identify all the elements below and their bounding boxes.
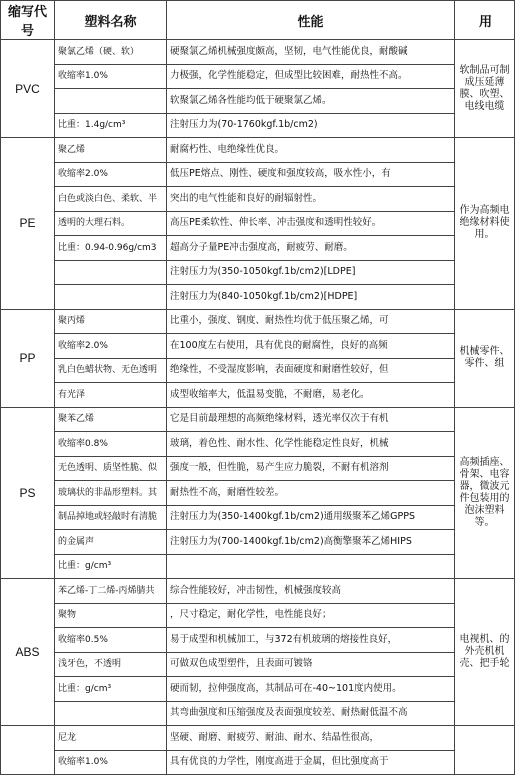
table-row	[1, 726, 515, 751]
table-row	[1, 40, 515, 65]
table-row	[1, 505, 515, 530]
name-cell: 聚丙烯	[55, 309, 167, 334]
usage-cell: 电视机、的外壳机机壳、把手轮	[455, 579, 515, 726]
table-row	[1, 530, 515, 555]
performance-cell: 耐热性不高，耐磨性较差。	[167, 481, 455, 506]
performance-cell: ，尺寸稳定，耐化学性，电性能良好；	[167, 603, 455, 628]
usage-cell	[455, 726, 515, 775]
name-cell: 玻璃状的非晶形塑料。其	[55, 481, 167, 506]
name-cell: 比重：g/cm³	[55, 554, 167, 579]
table-row	[1, 603, 515, 628]
usage-cell: 作为高频电绝缘材料使用。	[455, 138, 515, 310]
name-cell: 比重：0.94-0.96g/cm3	[55, 236, 167, 261]
performance-cell: 它是目前最理想的高频绝缘材料，透光率仅次于有机	[167, 407, 455, 432]
performance-cell: 成型收缩率大，低温易变脆，不耐磨，易老化。	[167, 383, 455, 408]
table-row	[1, 309, 515, 334]
performance-cell: 强度一般，但性脆，易产生应力脆裂，不耐有机溶剂	[167, 456, 455, 481]
performance-cell: 绝缘性，不受湿度影响，表面硬度和耐磨性较好，但	[167, 358, 455, 383]
table-row	[1, 652, 515, 677]
name-cell: 收缩率0.5%	[55, 628, 167, 653]
usage-cell: 软制品可制成压延薄膜、吹塑、电线电缆	[455, 40, 515, 138]
performance-cell: 玻璃，着色性、耐水性、化学性能稳定性良好，机械	[167, 432, 455, 457]
performance-cell: 突出的电气性能和良好的耐辐射性。	[167, 187, 455, 212]
abbr-cell: PS	[1, 407, 55, 579]
name-cell: 尼龙	[55, 726, 167, 751]
name-cell: 聚苯乙烯	[55, 407, 167, 432]
table-row	[1, 579, 515, 604]
performance-cell: 耐腐朽性、电绝缘性优良。	[167, 138, 455, 163]
header-name: 塑料名称	[55, 1, 167, 40]
performance-cell: 其弯曲强度和压缩强度及表面强度较差、耐热耐低温不高	[167, 701, 455, 726]
performance-cell: 在100度左右使用，具有优良的耐腐性，良好的高频	[167, 334, 455, 359]
name-cell	[55, 701, 167, 726]
name-cell: 聚乙烯	[55, 138, 167, 163]
table-row	[1, 187, 515, 212]
name-cell	[55, 89, 167, 114]
table-row	[1, 236, 515, 261]
table-row	[1, 701, 515, 726]
performance-cell: 注射压力为(350-1050kgf.1b/cm2)[LDPE]	[167, 260, 455, 285]
abbr-cell: PP	[1, 309, 55, 407]
name-cell: 收缩率2.0%	[55, 162, 167, 187]
table-row	[1, 138, 515, 163]
table-row	[1, 358, 515, 383]
performance-cell: 注射压力为(700-1400kgf.1b/cm2)高衡擎聚苯乙烯HIPS	[167, 530, 455, 555]
abbr-cell: ABS	[1, 579, 55, 726]
name-cell: 的金属声	[55, 530, 167, 555]
abbr-cell: PE	[1, 138, 55, 310]
header-usage: 用	[455, 1, 515, 40]
name-cell: 收缩率0.8%	[55, 432, 167, 457]
header-performance: 性能	[167, 1, 455, 40]
usage-cell: 机械零件、零件、组	[455, 309, 515, 407]
performance-cell: 超高分子量PE冲击强度高，耐疲劳、耐磨。	[167, 236, 455, 261]
usage-cell: 高频插座、骨架、电容器，微波元件包装用的泡沫塑料等。	[455, 407, 515, 579]
abbr-cell: PVC	[1, 40, 55, 138]
name-cell	[55, 285, 167, 310]
table-row	[1, 211, 515, 236]
table-row	[1, 334, 515, 359]
table-row	[1, 383, 515, 408]
name-cell: 聚氯乙烯（硬、软）	[55, 40, 167, 65]
performance-cell: 易于成型和机械加工，与372有机玻璃的熔接性良好，	[167, 628, 455, 653]
performance-cell: 力极强，化学性能稳定，但成型比较困难，耐热性不高。	[167, 64, 455, 89]
header-abbr: 缩写代号	[1, 1, 55, 40]
performance-cell: 可做双色成型塑件，且表面可镀铬	[167, 652, 455, 677]
name-cell: 收缩率1.0%	[55, 750, 167, 775]
table-row	[1, 260, 515, 285]
performance-cell: 高压PE柔软性、伸长率、冲击强度和透明性较好。	[167, 211, 455, 236]
performance-cell: 硬而韧，拉伸强度高，其制品可在-40~101度内使用。	[167, 677, 455, 702]
name-cell: 制品掉地或轻敲时有清脆	[55, 505, 167, 530]
name-cell: 苯乙烯-丁二烯-丙烯腈共	[55, 579, 167, 604]
performance-cell	[167, 554, 455, 579]
table-row	[1, 677, 515, 702]
name-cell: 收缩率1.0%	[55, 64, 167, 89]
table-row	[1, 554, 515, 579]
table-row	[1, 162, 515, 187]
performance-cell: 比重小，强度、钢度、耐热性均优于低压聚乙烯，可	[167, 309, 455, 334]
abbr-cell	[1, 726, 55, 775]
table-row	[1, 285, 515, 310]
table-row	[1, 113, 515, 138]
table-row	[1, 432, 515, 457]
performance-cell: 软聚氯乙烯各性能均低于硬聚氯乙烯。	[167, 89, 455, 114]
performance-cell: 低压PE熔点、刚性、硬度和强度较高，吸水性小，有	[167, 162, 455, 187]
table-row	[1, 407, 515, 432]
performance-cell: 硬聚氯乙烯机械强度颇高，坚韧，电气性能优良，耐酸碱	[167, 40, 455, 65]
table-row	[1, 64, 515, 89]
name-cell: 白色或淡白色、柔软、半	[55, 187, 167, 212]
performance-cell: 综合性能较好，冲击韧性，机械强度较高	[167, 579, 455, 604]
name-cell	[55, 260, 167, 285]
performance-cell: 注射压力为(70-1760kgf.1b/cm2)	[167, 113, 455, 138]
table-row	[1, 456, 515, 481]
name-cell: 透明的大理石料。	[55, 211, 167, 236]
name-cell: 比重：1.4g/cm³	[55, 113, 167, 138]
name-cell: 聚物	[55, 603, 167, 628]
name-cell: 无色透明、质坚性脆、似	[55, 456, 167, 481]
name-cell: 浅牙色，不透明	[55, 652, 167, 677]
performance-cell: 注射压力为(840-1050kgf.1b/cm2)[HDPE]	[167, 285, 455, 310]
name-cell: 比重：g/cm³	[55, 677, 167, 702]
table-row	[1, 750, 515, 775]
table-row	[1, 628, 515, 653]
name-cell: 乳白色蜡状物、无色透明	[55, 358, 167, 383]
performance-cell: 坚硬、耐磨、耐疲劳、耐油、耐水、结晶性很高，	[167, 726, 455, 751]
name-cell: 有光泽	[55, 383, 167, 408]
header-row	[1, 1, 515, 40]
name-cell: 收缩率2.0%	[55, 334, 167, 359]
performance-cell: 注射压力为(350-1400kgf.1b/cm2)通用级聚苯乙烯GPPS	[167, 505, 455, 530]
table-row	[1, 481, 515, 506]
performance-cell: 具有优良的力学性，刚度高进于金属，但比强度高于	[167, 750, 455, 775]
table-row	[1, 89, 515, 114]
